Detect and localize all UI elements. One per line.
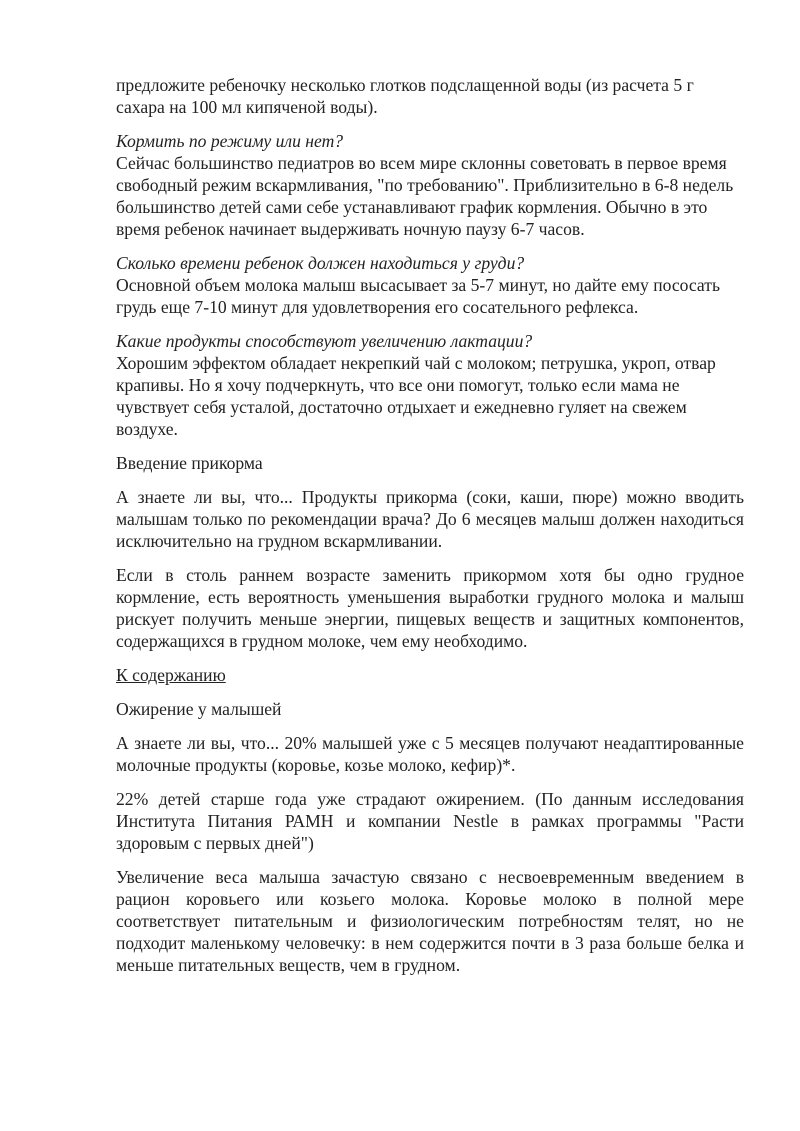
qa-item [116,330,744,440]
qa-question: Кормить по режиму или нет? [116,131,344,151]
section-heading-complementary: Введение прикорма [116,453,263,473]
intro-paragraph: предложите ребеночку несколько глотков подслащенной воды (из расчета 5 г сахара на 100 мл кипяченой воды). [116,75,694,117]
document-page [116,74,744,988]
paragraph: Если в столь раннем возрасте заменить прикормом хотя бы одно грудное кормление, есть вероятность уменьшения выработки грудного молока и малыш рискует получить меньше энергии, пищевых веществ и защитных компонентов, содержащихся в грудном молоке, чем ему необходимо. [116,565,744,651]
section-heading-obesity: Ожирение у малышей [116,699,282,719]
qa-answer: Основной объем молока малыш высасывает за 5-7 минут, но дайте ему пососать грудь еще 7-10 минут для удовлетворения его сосательного рефлекса. [116,275,721,317]
paragraph: Увеличение веса малыша зачастую связано с несвоевременным введением в рацион коровьего или козьего молока. Коровье молоко в полной мере соответствует питательным и физиологическим потребностям телят, но не подходит маленькому человечку: в нем содержится почти в 3 раза больше белка и меньше питательных веществ, чем в грудном. [116,867,744,975]
paragraph: А знаете ли вы, что... 20% малышей уже с 5 месяцев получают неадаптированные молочные продукты (коровье, козье молоко, кефир)*. [116,733,744,775]
qa-item [116,252,744,318]
paragraph: А знаете ли вы, что... Продукты прикорма (соки, каши, пюре) можно вводить малышам только по рекомендации врача? До 6 месяцев малыш должен находиться исключительно на грудном вскармливании. [116,487,744,551]
toc-link[interactable]: К содержанию [116,665,226,685]
paragraph: 22% детей старше года уже страдают ожирением. (По данным исследования Института Питания РАМН и компании Nestle в рамках программы "Расти здоровым с первых дней") [116,789,744,853]
qa-answer: Хорошим эффектом обладает некрепкий чай с молоком; петрушка, укроп, отвар крапивы. Но я хочу подчеркнуть, что все они помогут, только если мама не чувствует себя усталой, достаточно отдыхает и ежедневно гуляет на свежем воздухе. [116,353,716,439]
qa-answer: Сейчас большинство педиатров во всем мире склонны советовать в первое время свободный режим вскармливания, "по требованию". Приблизительно в 6-8 недель большинство детей сами себе устанавливают график кормления. Обычно в это время ребенок начинает выдерживать ночную паузу 6-7 часов. [116,153,734,239]
qa-item [116,130,744,240]
qa-question: Сколько времени ребенок должен находиться у груди? [116,253,525,273]
qa-question: Какие продукты способствуют увеличению лактации? [116,331,533,351]
